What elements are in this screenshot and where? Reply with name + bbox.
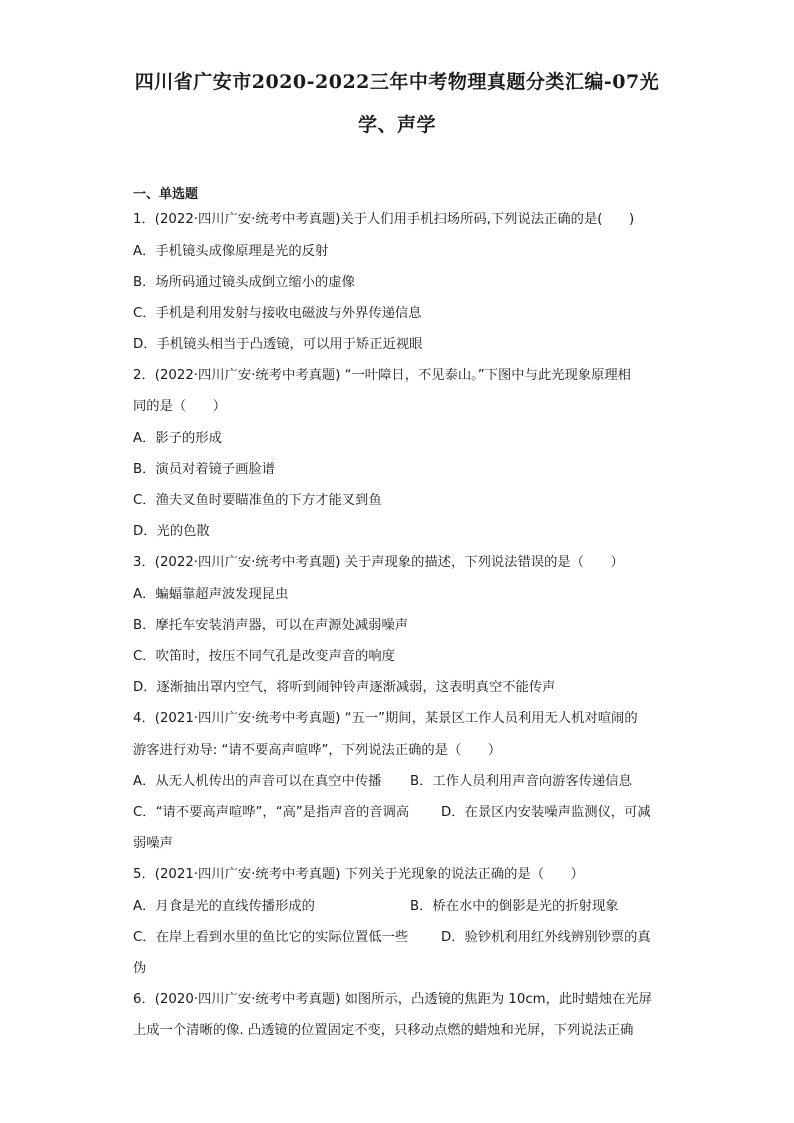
document-title-line-2: 学、声学	[357, 114, 436, 136]
question-2-stem-line-1: 2．(2022·四川广安·统考中考真题) “一叶障日，不见泰山。”下图中与此光现象原理相	[133, 368, 631, 383]
question-1-option-c: C．手机是利用发射与接收电磁波与外界传递信息	[133, 306, 422, 321]
question-4-stem-line-1: 4．(2021·四川广安·统考中考真题) “五一”期间，某景区工作人员利用无人机对喧闹的	[133, 711, 638, 726]
question-1-stem: 1．(2022·四川广安·统考中考真题)关于人们用手机扫场所码,下列说法正确的是( )	[133, 212, 635, 227]
question-5-option-a: A．月食是光的直线传播形成的	[133, 899, 315, 914]
question-3-option-a: A．蝙蝠靠超声波发现昆虫	[133, 587, 289, 602]
question-4-option-d: D．在景区内安装噪声监测仪，可减	[441, 805, 651, 820]
question-1-option-d: D．手机镜头相当于凸透镜，可以用于矫正近视眼	[133, 337, 423, 352]
question-3-option-c: C．吹笛时，按压不同气孔是改变声音的响度	[133, 649, 395, 664]
question-2-option-a: A．影子的形成	[133, 431, 222, 446]
question-1-option-b: B．场所码通过镜头成倒立缩小的虚像	[133, 275, 355, 290]
question-6-stem-line-1: 6．(2020·四川广安·统考中考真题) 如图所示，凸透镜的焦距为 10cm，此时蜡烛在光屏	[133, 992, 652, 1007]
section-heading: 一、单选题	[133, 187, 199, 202]
question-2-stem-line-2: 同的是（ ）	[133, 399, 227, 414]
question-1-option-a: A．手机镜头成像原理是光的反射	[133, 244, 329, 259]
question-2-option-d: D．光的色散	[133, 524, 210, 539]
question-3-stem: 3．(2022·四川广安·统考中考真题) 关于声现象的描述，下列说法错误的是（ ）	[133, 555, 624, 570]
question-4-option-d-continued: 弱噪声	[133, 836, 173, 851]
question-2-option-b: B．演员对着镜子画脸谱	[133, 462, 276, 477]
question-4-option-b: B．工作人员利用声音向游客传递信息	[410, 774, 632, 789]
document-title-line-1: 四川省广安市2020-2022三年中考物理真题分类汇编-07光	[134, 71, 660, 93]
question-4-option-c: C．“请不要高声喧哗”，“高”是指声音的音调高	[133, 805, 410, 820]
question-2-option-c: C．渔夫叉鱼时要瞄准鱼的下方才能叉到鱼	[133, 493, 382, 508]
question-6-stem-line-2: 上成一个清晰的像. 凸透镜的位置固定不变，只移动点燃的蜡烛和光屏，下列说法正确	[133, 1023, 634, 1038]
question-5-option-c: C．在岸上看到水里的鱼比它的实际位置低一些	[133, 930, 409, 945]
question-5-option-b: B．桥在水中的倒影是光的折射现象	[410, 899, 619, 914]
question-3-option-d: D．逐渐抽出罩内空气，将听到闹钟铃声逐渐减弱，这表明真空不能传声	[133, 680, 556, 695]
question-4-stem-line-2: 游客进行劝导: “请不要高声喧哗”，下列说法正确的是（ ）	[133, 743, 502, 758]
question-5-option-d: D．验钞机利用红外线辨别钞票的真	[441, 930, 651, 945]
question-5-stem: 5．(2021·四川广安·统考中考真题) 下列关于光现象的说法正确的是（ ）	[133, 867, 584, 882]
question-5-option-d-continued: 伪	[133, 961, 147, 976]
question-3-option-b: B．摩托车安装消声器，可以在声源处减弱噪声	[133, 618, 409, 633]
question-4-option-a: A．从无人机传出的声音可以在真空中传播	[133, 774, 382, 789]
